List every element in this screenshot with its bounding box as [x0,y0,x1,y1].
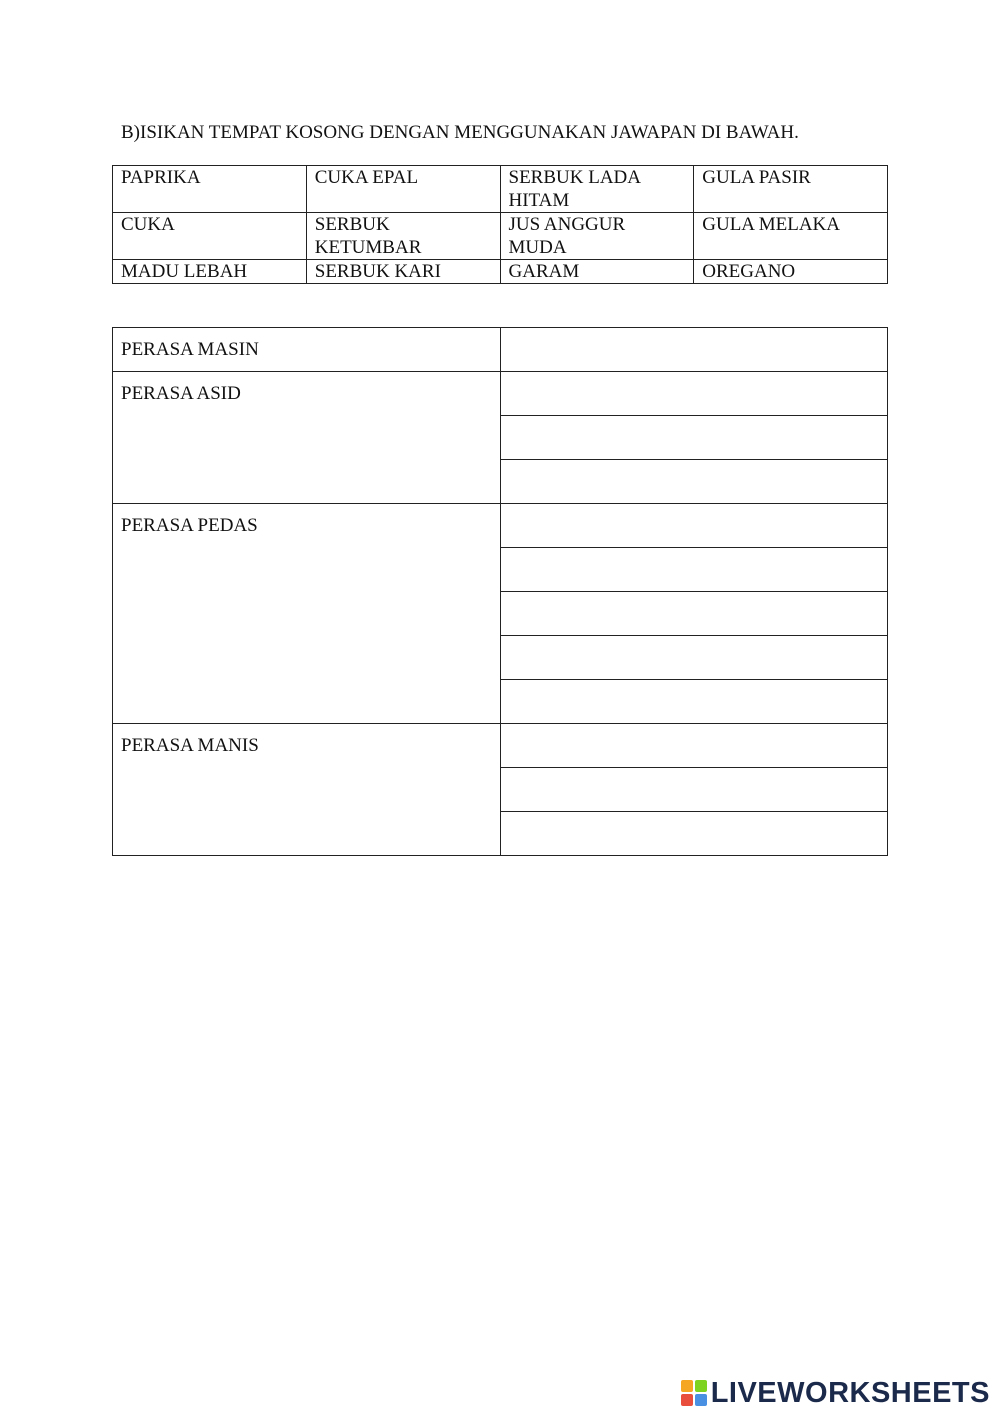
word-cell: JUS ANGGUR MUDA [500,213,694,260]
category-asid: PERASA ASID [113,372,501,504]
word-cell: OREGANO [694,260,888,284]
category-masin: PERASA MASIN [113,328,501,372]
answer-blank[interactable] [500,592,887,636]
word-cell: MADU LEBAH [113,260,307,284]
table-row [113,328,888,372]
word-cell: PAPRIKA [113,166,307,213]
word-cell: GULA MELAKA [694,213,888,260]
answer-table [112,327,888,856]
liveworksheets-logo [681,1377,990,1409]
logo-mark-icon [681,1380,707,1406]
answer-blank[interactable] [500,328,887,372]
table-row [113,260,888,284]
answer-blank[interactable] [500,636,887,680]
instruction-heading: B)ISIKAN TEMPAT KOSONG DENGAN MENGGUNAKAN JAWAPAN DI BAWAH. [121,122,799,143]
brand-name: LIVEWORKSHEETS [710,1376,990,1409]
table-row [113,372,888,416]
answer-blank[interactable] [500,768,887,812]
word-cell: CUKA EPAL [306,166,500,213]
answer-blank[interactable] [500,680,887,724]
table-row [113,213,888,260]
category-pedas: PERASA PEDAS [113,504,501,724]
word-bank-table [112,165,888,284]
answer-blank[interactable] [500,724,887,768]
answer-blank[interactable] [500,504,887,548]
answer-blank[interactable] [500,460,887,504]
word-cell: SERBUK KARI [306,260,500,284]
word-cell: GARAM [500,260,694,284]
word-cell: SERBUK LADA HITAM [500,166,694,213]
table-row [113,724,888,768]
table-row [113,504,888,548]
answer-blank[interactable] [500,548,887,592]
word-cell: GULA PASIR [694,166,888,213]
answer-blank[interactable] [500,812,887,856]
word-cell: CUKA [113,213,307,260]
answer-blank[interactable] [500,372,887,416]
word-cell: SERBUK KETUMBAR [306,213,500,260]
table-row [113,166,888,213]
category-manis: PERASA MANIS [113,724,501,856]
answer-blank[interactable] [500,416,887,460]
